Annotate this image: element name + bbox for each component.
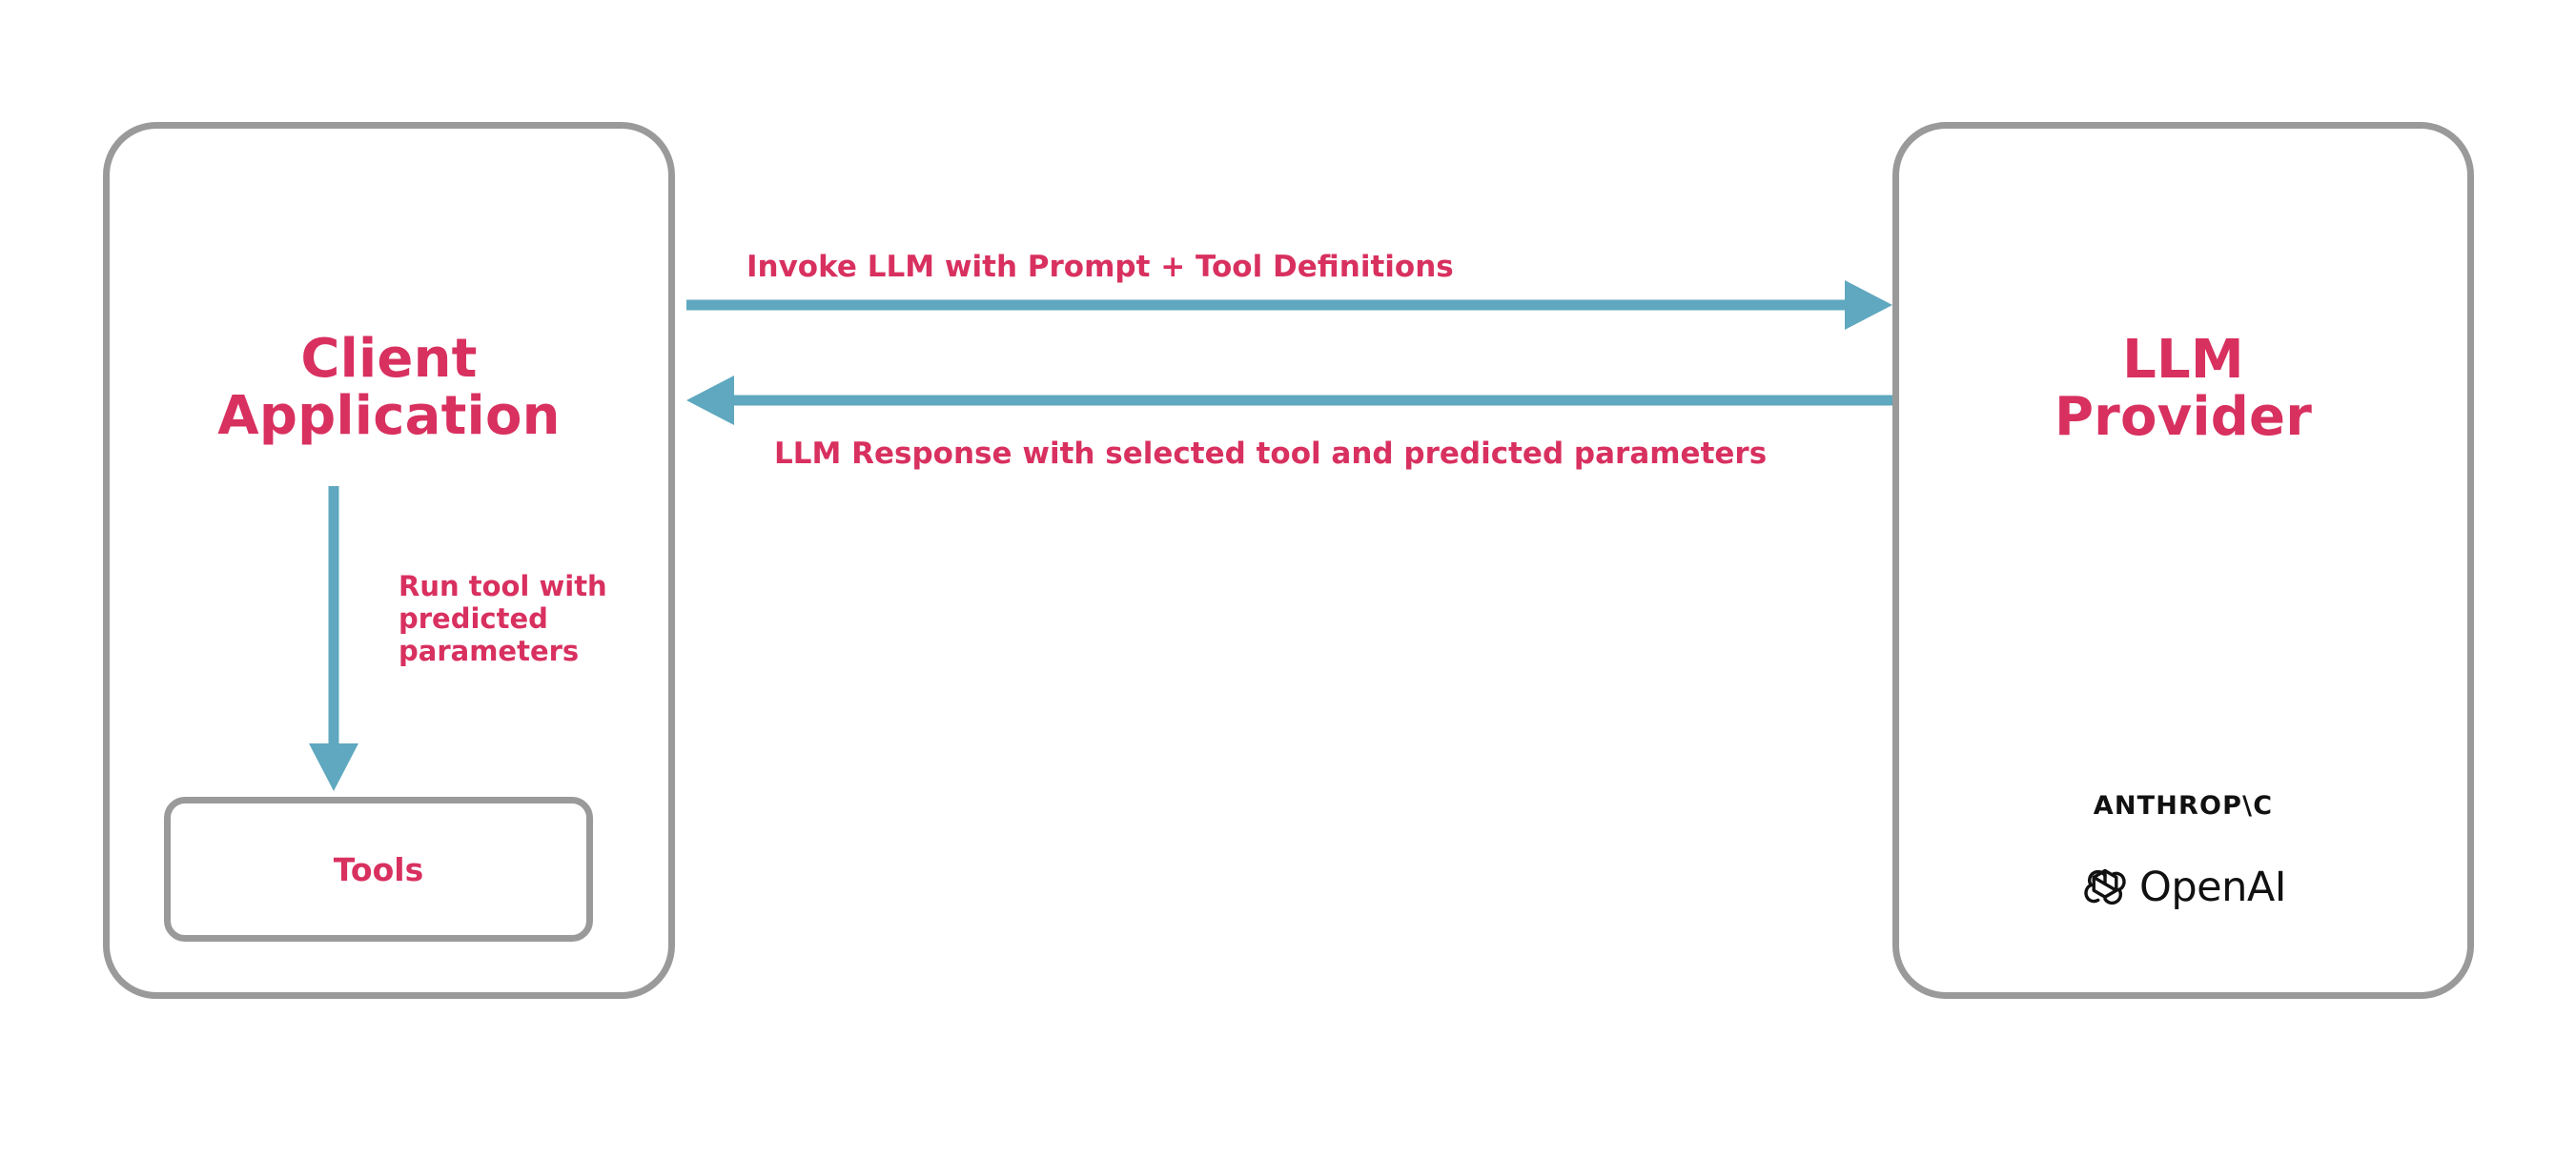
llm-provider-title-line2: Provider	[2054, 386, 2313, 449]
llm-provider-title	[1899, 329, 2467, 449]
client-application-title	[110, 328, 668, 448]
tools-node	[164, 797, 593, 942]
invoke-llm-arrow-label: Invoke LLM with Prompt + Tool Definitions	[746, 250, 1454, 284]
client-application-title-line1: Client	[300, 328, 478, 390]
run-tool-arrow-label: Run tool with predicted parameters	[399, 570, 607, 668]
openai-wordmark: OpenAI	[2139, 864, 2286, 911]
openai-mark-icon	[2080, 863, 2130, 912]
llm-response-arrow	[686, 381, 1892, 419]
run-tool-arrow	[315, 486, 353, 791]
llm-provider-title-line1: LLM	[2122, 329, 2244, 391]
llm-response-arrow-label: LLM Response with selected tool and predicted parameters	[774, 437, 1768, 471]
tools-label: Tools	[333, 850, 424, 888]
invoke-llm-arrow	[686, 286, 1892, 324]
openai-logo	[1892, 863, 2474, 912]
client-application-title-line2: Application	[217, 385, 561, 448]
anthropic-logo: ANTHROP\C	[2093, 791, 2274, 821]
